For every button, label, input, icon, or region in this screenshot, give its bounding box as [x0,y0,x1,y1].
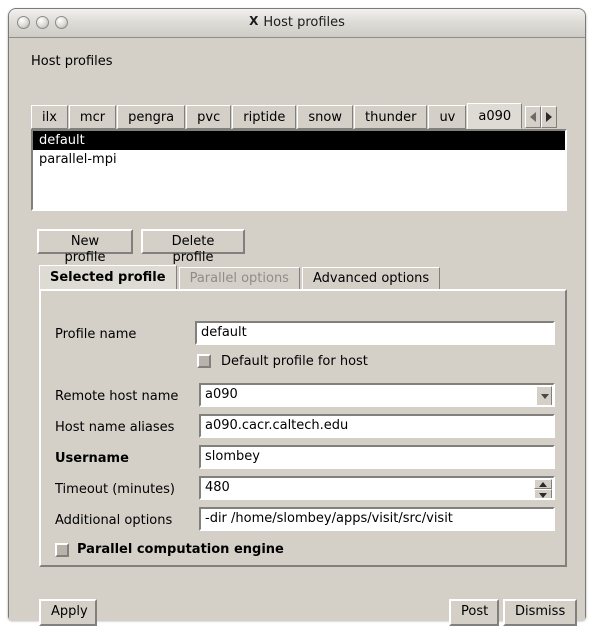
username-input[interactable]: slombey [199,445,555,469]
triangle-left-icon[interactable] [525,106,541,128]
profile-list[interactable] [31,129,567,211]
stepper-up-icon[interactable] [534,479,552,489]
remote-host-name-input[interactable] [199,383,555,407]
host-tab-pvc[interactable]: pvc [186,105,231,129]
default-profile-label: Default profile for host [221,354,368,369]
chevron-down-icon[interactable] [536,386,552,406]
host-tab-riptide[interactable]: riptide [232,105,296,129]
host-name-aliases-label: Host name aliases [55,420,175,435]
username-label: Username [55,451,129,466]
remote-host-name-value: a090 [205,387,238,402]
host-tab-snow[interactable]: snow [297,105,353,129]
host-tab-thunder[interactable]: thunder [354,105,427,129]
parallel-engine-checkbox[interactable] [55,543,69,557]
stepper-down-icon[interactable] [534,489,552,499]
profile-notebook [39,265,567,567]
quantity-stepper[interactable] [534,479,552,499]
timeout-value: 480 [205,480,230,495]
host-tab-scroll-controls [525,105,557,129]
list-item[interactable]: parallel-mpi [39,152,117,167]
tab-advanced-options[interactable]: Advanced options [302,267,440,290]
host-tab-ilx[interactable]: ilx [31,105,68,129]
host-profiles-window [8,8,586,620]
timeout-label: Timeout (minutes) [55,482,176,497]
host-tab-a090[interactable]: a090 [467,103,522,129]
host-name-aliases-input[interactable]: a090.cacr.caltech.edu [199,414,555,438]
parallel-engine-label: Parallel computation engine [77,542,284,557]
post-button[interactable]: Post [449,599,499,626]
selected-profile-panel [39,289,567,567]
default-profile-checkbox[interactable] [197,354,211,368]
window-title [9,14,585,30]
dismiss-button[interactable]: Dismiss [503,599,577,626]
window-titlebar[interactable] [9,9,585,38]
apply-button[interactable]: Apply [39,599,97,626]
tab-parallel-options[interactable]: Parallel options [179,267,300,290]
list-item[interactable]: default [33,131,565,150]
delete-profile-button[interactable]: Delete profile [141,229,245,254]
window-title-text: Host profiles [263,15,345,30]
profile-name-input[interactable]: default [195,321,555,345]
remote-host-name-label: Remote host name [55,389,179,404]
host-tab-uv[interactable]: uv [428,105,466,129]
timeout-input[interactable] [199,476,555,500]
window-client-area [9,38,585,621]
additional-options-label: Additional options [55,513,173,528]
tab-selected-profile[interactable]: Selected profile [39,265,177,290]
new-profile-button[interactable]: New profile [37,229,133,254]
host-tab-mcr[interactable]: mcr [69,105,116,129]
host-tab-pengra[interactable]: pengra [117,105,185,129]
profile-name-label: Profile name [55,327,137,342]
host-profiles-group-title: Host profiles [31,54,113,69]
notebook-tab-strip [39,265,442,290]
additional-options-input[interactable]: -dir /home/slombey/apps/visit/src/visit [199,507,555,531]
triangle-right-icon[interactable] [541,106,557,128]
host-tab-strip [31,103,567,129]
x-app-icon: X [249,14,259,28]
